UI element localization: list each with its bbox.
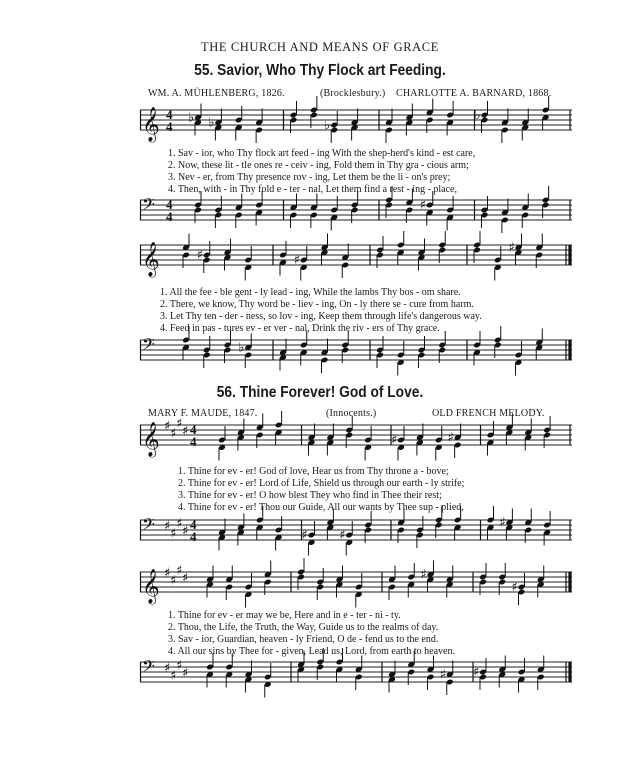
accidental-icon: ♯ (511, 580, 518, 595)
hymn-55-author: WM. A. MÜHLENBERG, 1826. (148, 88, 285, 99)
key-signature-sharp: ♯ (164, 419, 171, 434)
hymn-55-verse-1-line-2: 1. All the fee - ble gent - ly lead - ing, While the lambs Thy bos - om share. (160, 287, 461, 298)
hymn-56-system-2-bass-staff (140, 650, 572, 696)
hymn-56-verse-4-line-1: 4. Thine for ev - er! Thou our Guide, All our wants by Thee sup - plied, (178, 502, 464, 513)
time-signature-bottom: 4 (190, 529, 197, 544)
key-signature-sharp: ♯ (164, 661, 171, 676)
bass-clef-icon: 𝄢 (142, 656, 155, 680)
accidental-icon: ♯ (293, 253, 301, 268)
key-signature-sharp: ♯ (182, 571, 189, 586)
accidental-icon: ♭ (238, 340, 245, 356)
hymn-55-verse-1-line-1: 1. Sav - ior, who Thy flock art feed - ing With the shep-herd's kind - est care, (168, 148, 476, 159)
section-header: THE CHURCH AND MEANS OF GRACE (201, 40, 439, 54)
key-signature-sharp: ♯ (170, 668, 177, 684)
key-signature-sharp: ♯ (170, 526, 177, 542)
accidental-icon: ♯ (439, 667, 447, 683)
hymn-56-composer: OLD FRENCH MELODY. (432, 408, 545, 419)
accidental-icon: ♭ (324, 118, 331, 133)
hymn-56-tune: (Innocents.) (326, 408, 377, 419)
time-signature-bottom: 4 (166, 209, 173, 224)
accidental-icon: ♯ (391, 433, 398, 448)
treble-clef-icon: 𝄞 (142, 422, 160, 457)
time-signature-bottom: 4 (166, 119, 173, 134)
hymn-56-verse-1-line-1: 1. Thine for ev - er! God of love, Hear us from Thy throne a - bove; (178, 466, 449, 477)
hymn-56-system-1-bass-staff (140, 508, 572, 554)
accidental-icon: ♯ (196, 248, 204, 263)
accidental-icon: ♭ (474, 108, 481, 123)
accidental-icon: ♯ (499, 515, 506, 531)
accidental-icon: ♯ (508, 240, 515, 256)
hymn-56-title: 56. Thine Forever! God of Love. (216, 384, 424, 401)
hymn-55-verse-2-line-1: 2. Now, these lit - tle ones re - ceiv - ing, Fold them in Thy gra - cious arm; (168, 160, 469, 171)
key-signature-sharp: ♯ (182, 666, 189, 681)
hymn-55-system-1-bass-staff (140, 188, 572, 234)
key-signature-sharp: ♯ (164, 519, 171, 534)
hymn-56-verse-1-line-2: 1. Thine for ev - er may we be, Here and in e - ter - ni - ty. (168, 610, 401, 621)
bass-clef-icon: 𝄢 (142, 514, 155, 538)
accidental-icon: ♯ (419, 198, 427, 213)
key-signature-sharp: ♯ (170, 426, 177, 442)
time-signature-bottom: 4 (190, 434, 197, 449)
hymn-56-system-1-lyrics (178, 466, 464, 514)
hymn-55-verse-2-line-2: 2. There, we know, Thy word be - liev - ing, On - ly there se - cure from harm. (160, 299, 474, 310)
key-signature-sharp: ♯ (170, 573, 177, 589)
hymn-55-tune: (Brocklesbury.) (320, 88, 386, 99)
hymn-55-system-2-bass-staff (140, 328, 572, 374)
hymn-55-verse-4-line-2: 4. Feed in pas - tures ev - er ver - nal, Drink the riv - ers of Thy grace. (160, 323, 440, 334)
time-signature-top: 4 (166, 107, 173, 122)
key-signature-sharp: ♯ (176, 658, 183, 674)
hymn-55-verse-4-line-1: 4. Then, with - in Thy fold e - ter - nal, Let them find a rest - ing - place, (168, 184, 457, 195)
treble-clef-icon: 𝄞 (142, 242, 160, 277)
hymn-56-system-1-treble-staff (140, 413, 572, 459)
key-signature-sharp: ♯ (182, 424, 189, 439)
hymn-56-verse-2-line-2: 2. Thou, the Life, the Truth, the Way, Guide us to the realms of day. (168, 622, 439, 633)
bass-clef-icon: 𝄢 (142, 194, 155, 218)
hymn-55-system-2-treble-staff (140, 233, 572, 279)
hymn-56-author: MARY F. MAUDE, 1847. (148, 408, 258, 419)
hymn-56-system-2-treble-staff (140, 560, 572, 606)
accidental-icon: ♯ (447, 430, 454, 446)
hymn-55-system-1-treble-staff (140, 98, 572, 144)
key-signature-sharp: ♯ (182, 524, 189, 539)
hymn-55-verse-3-line-1: 3. Nev - er, from Thy presence rov - ing, Let them be the li - on's prey; (168, 172, 451, 183)
key-signature-sharp: ♯ (164, 566, 171, 581)
accidental-icon: ♯ (339, 528, 346, 543)
hymn-56-verse-3-line-2: 3. Sav - ior, Guardian, heaven - ly Friend, O de - fend us to the end. (168, 634, 439, 645)
accidental-icon: ♯ (301, 528, 308, 543)
hymn-56-verse-3-line-1: 3. Thine for ev - er! O how blest They who find in Thee their rest; (178, 490, 442, 501)
key-signature-sharp: ♯ (176, 416, 183, 432)
time-signature-top: 4 (190, 517, 197, 532)
key-signature-sharp: ♯ (176, 516, 183, 532)
accidental-icon: ♯ (420, 567, 427, 583)
accidental-icon: ♭ (208, 115, 215, 131)
hymn-56-verse-4-line-2: 4. All our sins by Thee for - given, Lead us, Lord, from earth to heaven. (168, 646, 455, 657)
hymn-55-verse-3-line-2: 3. Let Thy ten - der - ness, so lov - ing, Keep them through life's dangerous way. (160, 311, 482, 322)
hymn-55-title: 55. Savior, Who Thy Flock art Feeding. (194, 62, 446, 79)
treble-clef-icon: 𝄞 (142, 569, 160, 604)
accidental-icon: ♯ (473, 665, 480, 680)
treble-clef-icon: 𝄞 (142, 107, 160, 142)
accidental-icon: ♭ (188, 110, 195, 126)
time-signature-top: 4 (166, 197, 173, 212)
time-signature-top: 4 (190, 422, 197, 437)
key-signature-sharp: ♯ (176, 563, 183, 579)
bass-clef-icon: 𝄢 (142, 334, 155, 358)
hymn-55-composer: CHARLOTTE A. BARNARD, 1868. (396, 88, 552, 99)
hymn-56-verse-2-line-1: 2. Thine for ev - er! Lord of Life, Shield us through our earth - ly strife; (178, 478, 465, 489)
